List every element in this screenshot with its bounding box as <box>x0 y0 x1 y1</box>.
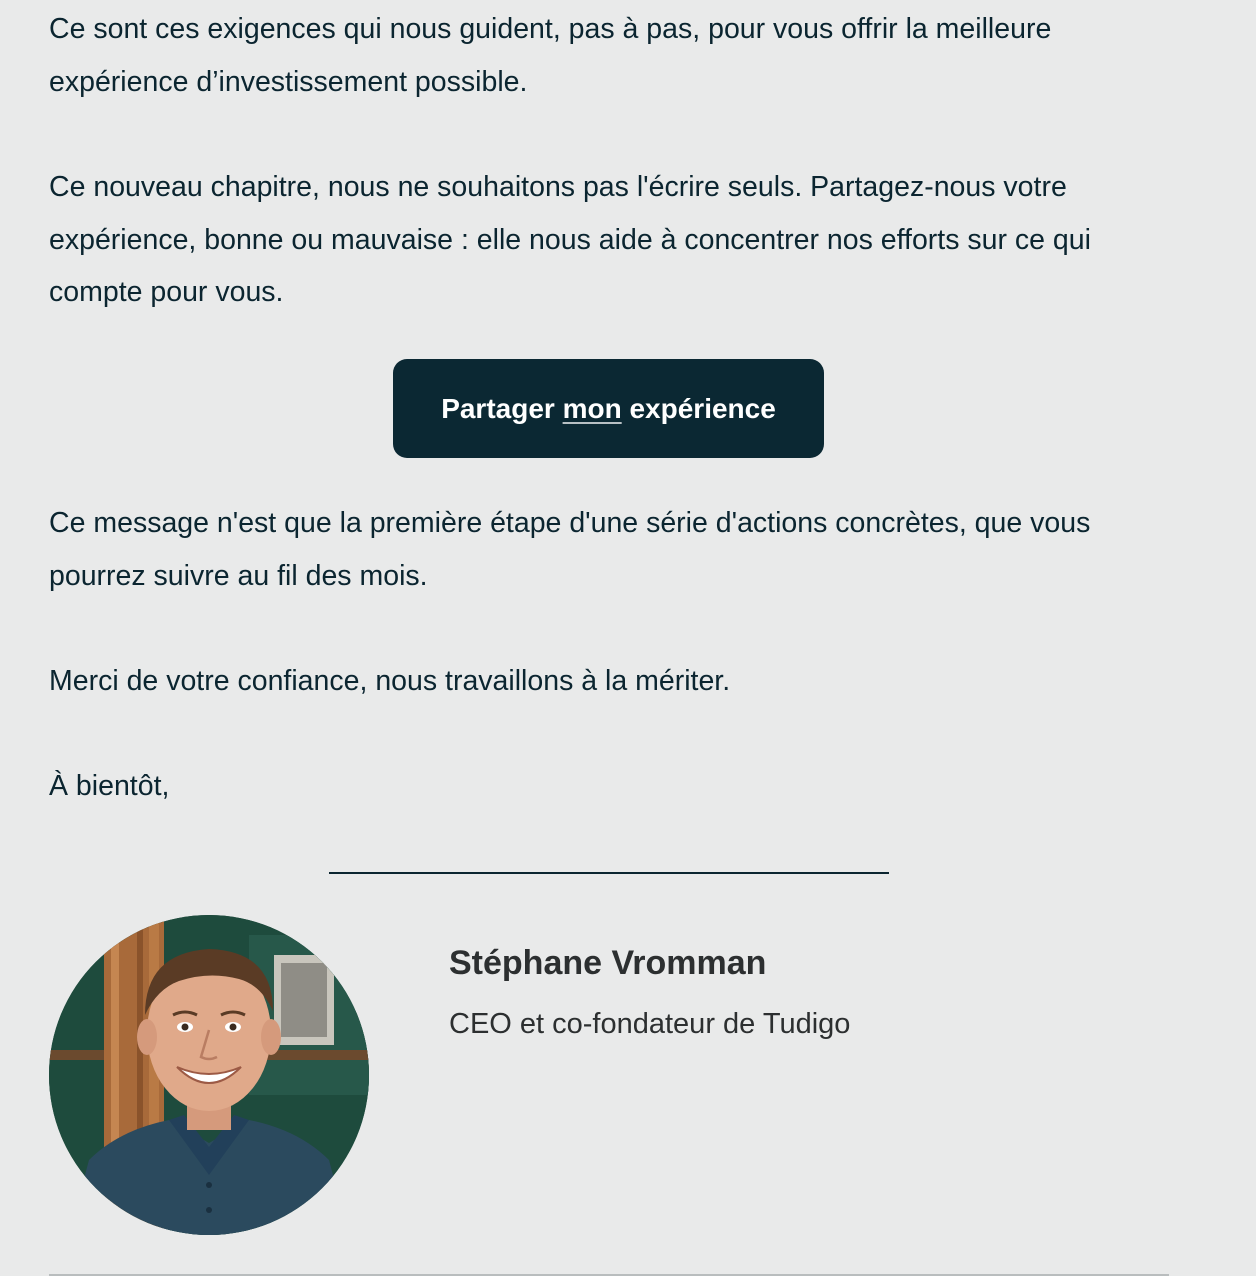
avatar <box>49 915 369 1235</box>
paragraph-premiere-etape: Ce message n'est que la première étape d'une série d'actions concrètes, que vous pourrez suivre au fil des mois. <box>49 507 1091 592</box>
cta-label-after: expérience <box>621 392 776 424</box>
cta-label-underlined: mon <box>562 392 622 424</box>
share-experience-button[interactable] <box>393 359 824 458</box>
cta-label-before: Partager <box>441 392 563 424</box>
paragraph-a-bientot: À bientôt, <box>49 770 170 802</box>
signature-divider <box>329 872 889 874</box>
paragraph-merci: Merci de votre confiance, nous travaillons à la mériter. <box>49 665 731 697</box>
signature-name: Stéphane Vromman <box>449 944 767 982</box>
person-photo-icon <box>49 915 369 1235</box>
paragraph-nouveau-chapitre: Ce nouveau chapitre, nous ne souhaitons pas l'écrire seuls. Partagez-nous votre expérience, bonne ou mauvaise : elle nous aide à concentrer nos efforts sur ce qui compte pour vous. <box>49 171 1091 308</box>
signature-role: CEO et co-fondateur de Tudigo <box>449 1008 851 1040</box>
paragraph-exigences: Ce sont ces exigences qui nous guident, pas à pas, pour vous offrir la meilleure expérience d’investissement possible. <box>49 13 1052 98</box>
